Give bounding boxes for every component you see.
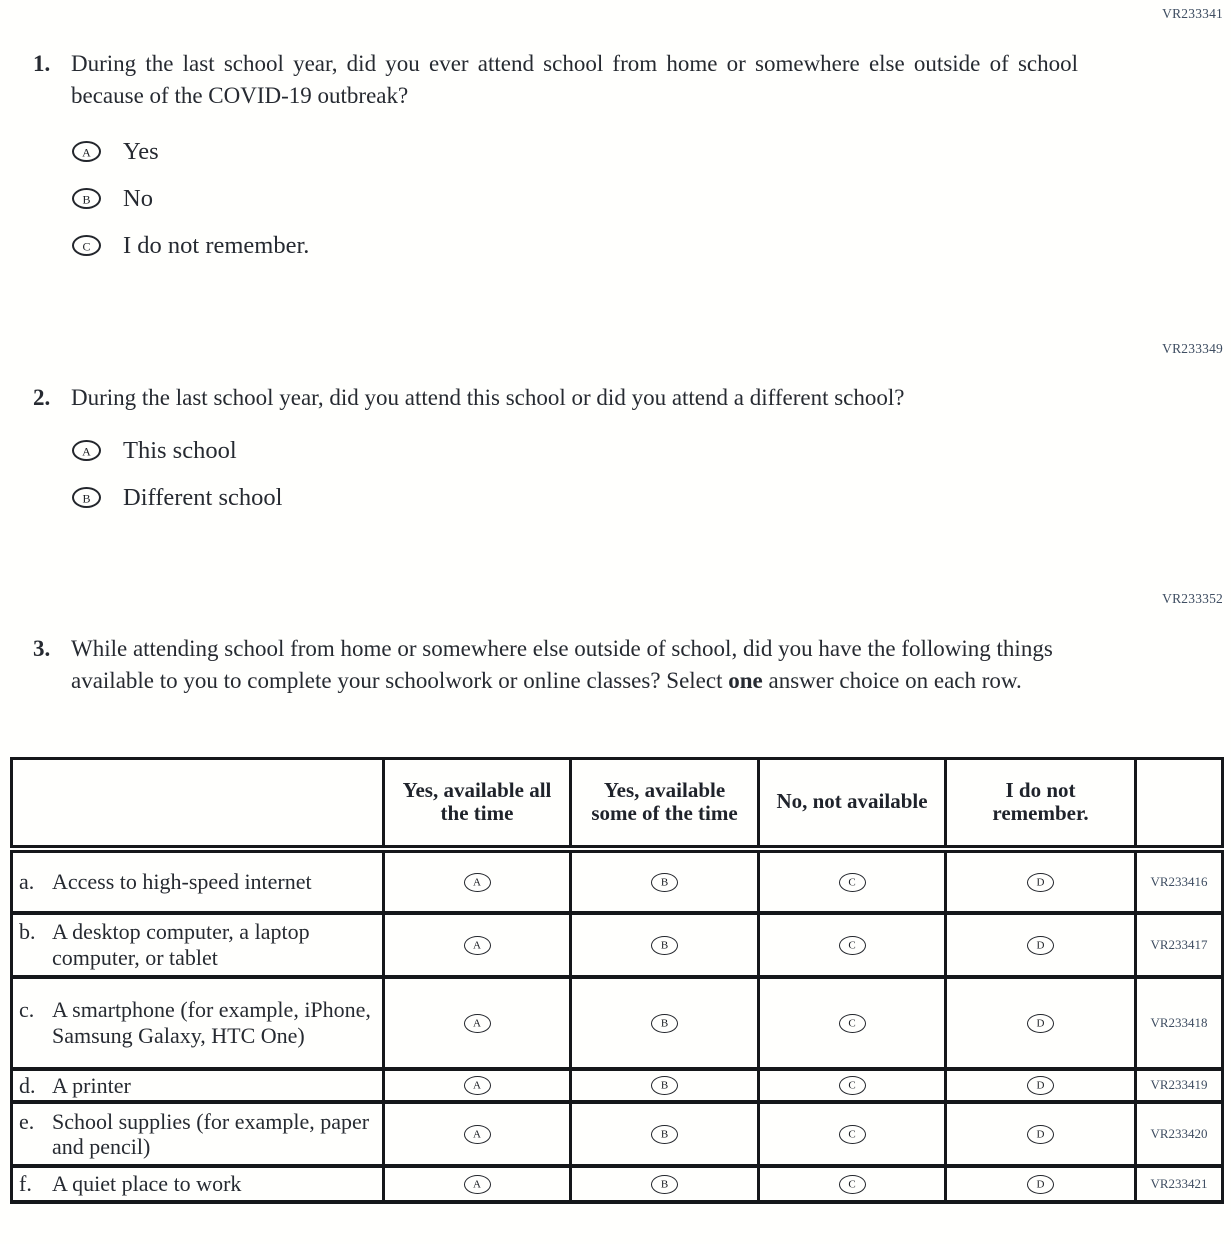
answer-cell — [571, 913, 759, 977]
bubble-letter: D — [1036, 1178, 1045, 1191]
answer-cell — [946, 913, 1136, 977]
row-label: School supplies (for example, paper and pencil) — [52, 1108, 370, 1160]
answer-cell — [759, 1069, 946, 1103]
form-code-q2: VR233349 — [1162, 341, 1223, 356]
answer-cell — [384, 913, 571, 977]
row-c-bubble-d[interactable] — [1027, 1014, 1054, 1033]
bubble-letter: B — [660, 1128, 669, 1141]
bubble-letter: A — [473, 939, 481, 951]
answer-cell — [759, 1166, 946, 1202]
bubble-letter: C — [848, 876, 856, 888]
answer-cell — [946, 977, 1136, 1069]
answer-cell — [946, 1102, 1136, 1166]
stem-bold-text: one — [728, 668, 763, 694]
row-e-bubble-d[interactable] — [1027, 1125, 1054, 1144]
question-1-option-yes[interactable] — [72, 128, 309, 175]
row-letter: e. — [19, 1108, 35, 1134]
row-label: A quiet place to work — [52, 1171, 242, 1197]
row-a-bubble-b[interactable] — [651, 873, 678, 892]
table-row-smartphone — [12, 977, 1223, 1069]
availability-grid-table — [10, 757, 1224, 1204]
bubble-letter: B — [660, 1079, 669, 1092]
row-label: A printer — [52, 1072, 131, 1098]
question-3-number: 3. — [33, 636, 51, 661]
bubble-letter: D — [1036, 876, 1045, 888]
row-d-bubble-c[interactable] — [839, 1076, 866, 1095]
form-code-q3: VR233352 — [1162, 591, 1223, 606]
question-2-option-different-school[interactable] — [72, 474, 282, 521]
bubble-letter: C — [848, 1017, 856, 1029]
bubble-letter: D — [1036, 939, 1045, 951]
row-b-bubble-a[interactable] — [464, 936, 491, 955]
bubble-letter: C — [848, 939, 856, 951]
form-code-q1: VR233341 — [1162, 6, 1223, 21]
question-2-stem: During the last school year, did you attend this school or did you attend a different school? — [71, 385, 905, 410]
row-a-bubble-a[interactable] — [464, 873, 491, 892]
answer-cell — [571, 1069, 759, 1103]
bubble-letter: D — [1036, 1128, 1045, 1141]
row-item-cell — [12, 1069, 384, 1103]
question-2-bubble-a[interactable] — [72, 440, 101, 461]
question-3-stem — [71, 633, 1091, 697]
table-header-code-blank — [1136, 759, 1223, 849]
bubble-letter: A — [473, 1128, 481, 1141]
answer-cell — [571, 1102, 759, 1166]
answer-cell — [946, 1069, 1136, 1103]
question-2 — [33, 382, 1173, 414]
question-1-bubble-a[interactable] — [72, 141, 101, 162]
question-1-bubble-b[interactable] — [72, 188, 101, 209]
answer-cell — [384, 1166, 571, 1202]
bubble-letter: A — [473, 1079, 481, 1092]
table-row-school-supplies — [12, 1102, 1223, 1166]
bubble-letter: A — [82, 145, 91, 159]
row-c-bubble-b[interactable] — [651, 1014, 678, 1033]
answer-cell — [759, 1102, 946, 1166]
table-header-blank — [12, 759, 384, 849]
question-2-number: 2. — [33, 385, 51, 410]
option-label: This school — [123, 436, 237, 464]
row-f-bubble-d[interactable] — [1027, 1175, 1054, 1194]
row-label: A smartphone (for example, iPhone, Samsung Galaxy, HTC One) — [52, 996, 371, 1048]
question-1-option-no[interactable] — [72, 175, 309, 222]
answer-cell — [946, 849, 1136, 913]
question-2-bubble-b[interactable] — [72, 487, 101, 508]
bubble-letter: C — [848, 1079, 856, 1092]
bubble-letter: A — [82, 444, 91, 458]
answer-cell — [759, 977, 946, 1069]
option-label: Different school — [123, 483, 283, 511]
row-item-cell — [12, 849, 384, 913]
row-label: A desktop computer, a laptop computer, or tablet — [52, 918, 310, 970]
bubble-letter: D — [1036, 1079, 1045, 1092]
table-header-i-do-not-remember: I do not remember. — [946, 759, 1136, 849]
row-item-cell — [12, 913, 384, 977]
bubble-letter: B — [82, 491, 91, 505]
question-2-options — [72, 427, 282, 521]
row-letter: d. — [19, 1072, 36, 1098]
bubble-letter: B — [660, 939, 669, 951]
table-row-quiet-place — [12, 1166, 1223, 1202]
row-d-bubble-b[interactable] — [651, 1076, 678, 1095]
row-b-bubble-d[interactable] — [1027, 936, 1054, 955]
row-letter: c. — [19, 996, 35, 1022]
bubble-letter: C — [82, 239, 91, 253]
row-f-bubble-b[interactable] — [651, 1175, 678, 1194]
row-letter: a. — [19, 868, 35, 894]
row-code: VR233421 — [1136, 1166, 1223, 1202]
row-label: Access to high-speed internet — [52, 868, 312, 894]
row-item-cell — [12, 1102, 384, 1166]
question-1 — [33, 48, 1078, 112]
question-1-option-do-not-remember[interactable] — [72, 222, 309, 269]
answer-cell — [384, 1102, 571, 1166]
question-2-option-this-school[interactable] — [72, 427, 282, 474]
row-e-bubble-c[interactable] — [839, 1125, 866, 1144]
row-letter: f. — [19, 1171, 32, 1197]
question-1-number: 1. — [33, 51, 51, 76]
row-c-bubble-a[interactable] — [464, 1014, 491, 1033]
option-label: I do not remember. — [123, 231, 310, 259]
row-d-bubble-d[interactable] — [1027, 1076, 1054, 1095]
row-a-bubble-d[interactable] — [1027, 873, 1054, 892]
table-header-row — [12, 759, 1223, 849]
row-e-bubble-a[interactable] — [464, 1125, 491, 1144]
row-b-bubble-c[interactable] — [839, 936, 866, 955]
row-code: VR233417 — [1136, 913, 1223, 977]
row-code: VR233418 — [1136, 977, 1223, 1069]
question-1-bubble-c[interactable] — [72, 235, 101, 256]
bubble-letter: C — [848, 1178, 856, 1191]
stem-text: While attending school from home or somewhere else outside of school, did you have the following things available to you to complete your schoolwork or online classes? Select — [71, 636, 1053, 694]
row-code: VR233419 — [1136, 1069, 1223, 1103]
row-e-bubble-b[interactable] — [651, 1125, 678, 1144]
row-f-bubble-c[interactable] — [839, 1175, 866, 1194]
table-row-computer — [12, 913, 1223, 977]
bubble-letter: B — [82, 192, 91, 206]
table-header-yes-all-the-time: Yes, available all the time — [384, 759, 571, 849]
row-code: VR233420 — [1136, 1102, 1223, 1166]
row-item-cell — [12, 977, 384, 1069]
bubble-letter: B — [660, 876, 669, 888]
option-label: Yes — [123, 137, 159, 165]
bubble-letter: B — [660, 1017, 669, 1029]
table-header-no-not-available: No, not available — [759, 759, 946, 849]
table-header-yes-some-of-the-time: Yes, available some of the time — [571, 759, 759, 849]
table-row-internet — [12, 849, 1223, 913]
answer-cell — [946, 1166, 1136, 1202]
row-code: VR233416 — [1136, 849, 1223, 913]
answer-cell — [384, 1069, 571, 1103]
answer-cell — [759, 913, 946, 977]
row-a-bubble-c[interactable] — [839, 873, 866, 892]
bubble-letter: A — [473, 876, 481, 888]
answer-cell — [759, 849, 946, 913]
stem-text: answer choice on each row. — [762, 668, 1022, 694]
row-b-bubble-b[interactable] — [651, 936, 678, 955]
option-label: No — [123, 184, 153, 212]
question-1-stem: During the last school year, did you ever attend school from home or somewhere else outside of school because of the COVID-19 outbreak? — [71, 51, 1078, 109]
answer-cell — [571, 849, 759, 913]
bubble-letter: C — [848, 1128, 856, 1141]
question-3 — [33, 633, 1091, 697]
answer-cell — [384, 977, 571, 1069]
question-1-options — [72, 128, 309, 269]
row-item-cell — [12, 1166, 384, 1202]
bubble-letter: D — [1036, 1017, 1045, 1029]
answer-cell — [571, 977, 759, 1069]
bubble-letter: B — [660, 1178, 669, 1191]
bubble-letter: A — [473, 1178, 481, 1191]
row-d-bubble-a[interactable] — [464, 1076, 491, 1095]
answer-cell — [384, 849, 571, 913]
answer-cell — [571, 1166, 759, 1202]
table-row-printer — [12, 1069, 1223, 1103]
row-c-bubble-c[interactable] — [839, 1014, 866, 1033]
row-f-bubble-a[interactable] — [464, 1175, 491, 1194]
row-letter: b. — [19, 918, 36, 944]
bubble-letter: A — [473, 1017, 481, 1029]
